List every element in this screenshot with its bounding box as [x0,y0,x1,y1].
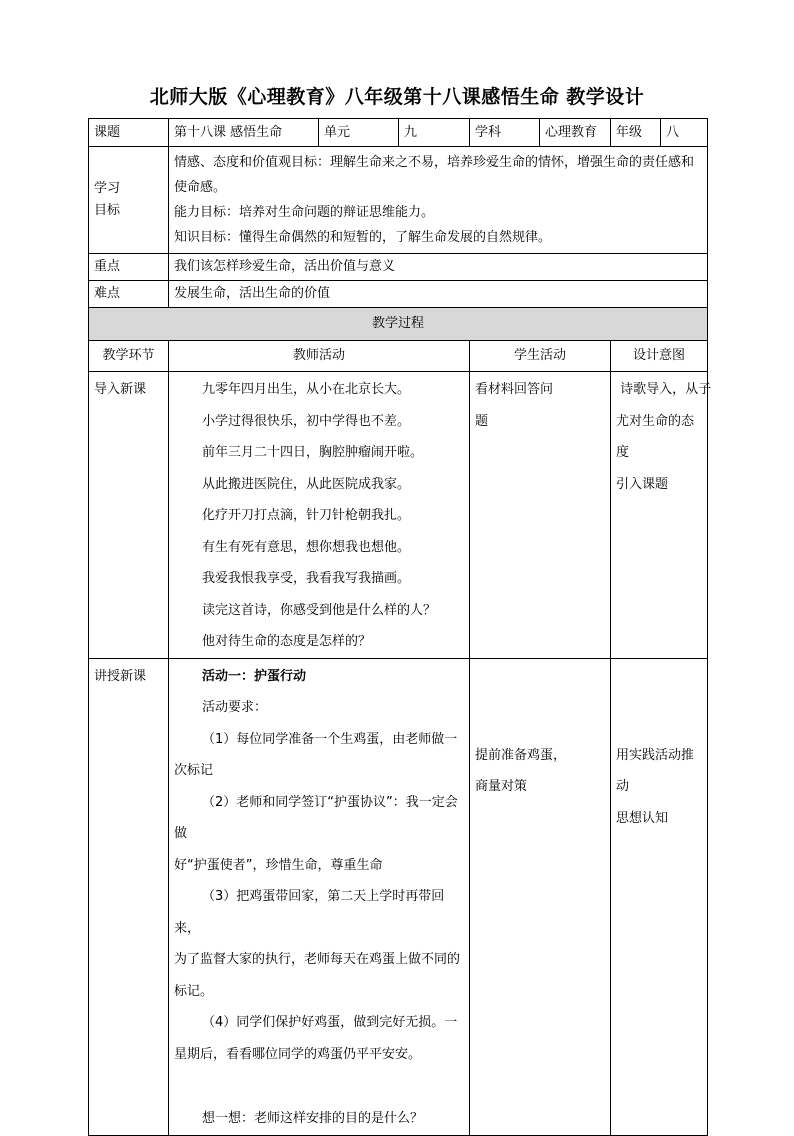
grade-value: 八 [661,119,708,147]
activity-line: 为了监督大家的执行，老师每天在鸡蛋上做不同的 [174,952,461,967]
key-point-row [89,254,708,281]
process-title-row [89,308,708,341]
difficulty-label: 难点 [89,281,169,308]
lecture-teacher-activity [169,658,470,1135]
think-question: 想一想：老师这样安排的目的是什么？ [202,1111,424,1126]
activity-line: （2）老师和同学签订“护蛋协议”：我一定会做 [174,794,458,841]
objectives-label: 学习 目标 [89,147,169,254]
objective-line: 情感、态度和价值观目标：理解生命来之不易，培养珍爱生命的情怀，增强生命的责任感和 [174,155,695,170]
poem-line: 有生有死有意思，想你想我也想他。 [202,539,411,555]
col-intent: 设计意图 [611,341,708,372]
intro-teacher-activity [169,372,470,659]
process-title: 教学过程 [89,308,708,341]
header-row [89,119,708,147]
lesson-plan-table [88,118,712,1136]
col-stage: 教学环节 [89,341,169,372]
subject-value: 心理教育 [540,119,611,147]
lesson-value: 第十八课 感悟生命 [169,119,319,147]
question-line: 读完这首诗，你感受到他是什么样的人？ [202,602,437,618]
activity-line: 标记。 [174,983,214,999]
lecture-row [89,658,708,1135]
activity-requirement: 活动要求： [202,700,268,715]
objective-line: 知识目标：懂得生命偶然的和短暂的，了解生命发展的自然规律。 [174,230,552,245]
objective-line: 使命感。 [174,180,227,195]
difficulty-value: 发展生命，活出生命的价值 [169,281,708,308]
poem-line: 我爱我恨我享受，我看我写我描画。 [202,571,411,586]
lecture-design-intent: 用实践活动推动 思想认知 [611,658,708,1135]
unit-value: 九 [399,119,470,147]
activity-title: 活动一：护蛋行动 [202,668,307,684]
intro-student-activity: 看材料回答问 题 [470,372,611,659]
activity-line: （3）把鸡蛋带回家，第二天上学时再带回来， [174,889,445,936]
poem-line: 化疗开刀打点滴，针刀针枪朝我扎。 [202,508,411,523]
activity-line: 次标记 [174,763,214,778]
objective-line: 能力目标：培养对生命问题的辩证思维能力。 [174,205,435,220]
col-student: 学生活动 [470,341,611,372]
intro-stage: 导入新课 [89,372,169,659]
document-title: 北师大版《心理教育》八年级第十八课感悟生命 教学设计 [149,86,645,108]
lesson-label: 课题 [89,119,169,147]
activity-line: （1）每位同学准备一个生鸡蛋，由老师做一 [202,731,458,747]
activity-line: 星期后，看看哪位同学的鸡蛋仍平平安安。 [174,1046,422,1062]
key-point-label: 重点 [89,254,169,281]
column-header-row [89,341,708,372]
key-point-value: 我们该怎样珍爱生命，活出价值与意义 [169,254,708,281]
lecture-student-activity: 提前准备鸡蛋， 商量对策 [470,658,611,1135]
poem-line: 九零年四月出生，从小在北京长大。 [202,382,411,397]
difficulty-row [89,281,708,308]
objectives-row [89,147,708,254]
poem-line: 从此搬进医院住，从此医院成我家。 [202,476,411,492]
poem-line: 前年三月二十四日，胸腔肿瘤闹开啦。 [202,445,424,460]
lecture-stage: 讲授新课 [89,658,169,1135]
col-teacher: 教师活动 [169,341,470,372]
activity-line: 好“护蛋使者”，珍惜生命，尊重生命 [174,857,383,873]
poem-line: 小学过得很快乐，初中学得也不差。 [202,413,411,429]
intro-row [89,372,708,659]
question-line: 他对待生命的态度是怎样的？ [202,634,372,649]
intro-design-intent: 诗歌导入，从子 尤对生命的态度 引入课题 [611,372,708,659]
unit-label: 单元 [319,119,399,147]
subject-label: 学科 [470,119,540,147]
objectives-content [169,147,708,254]
activity-line: （4）同学们保护好鸡蛋，做到完好无损。一 [202,1015,458,1030]
grade-label: 年级 [611,119,661,147]
